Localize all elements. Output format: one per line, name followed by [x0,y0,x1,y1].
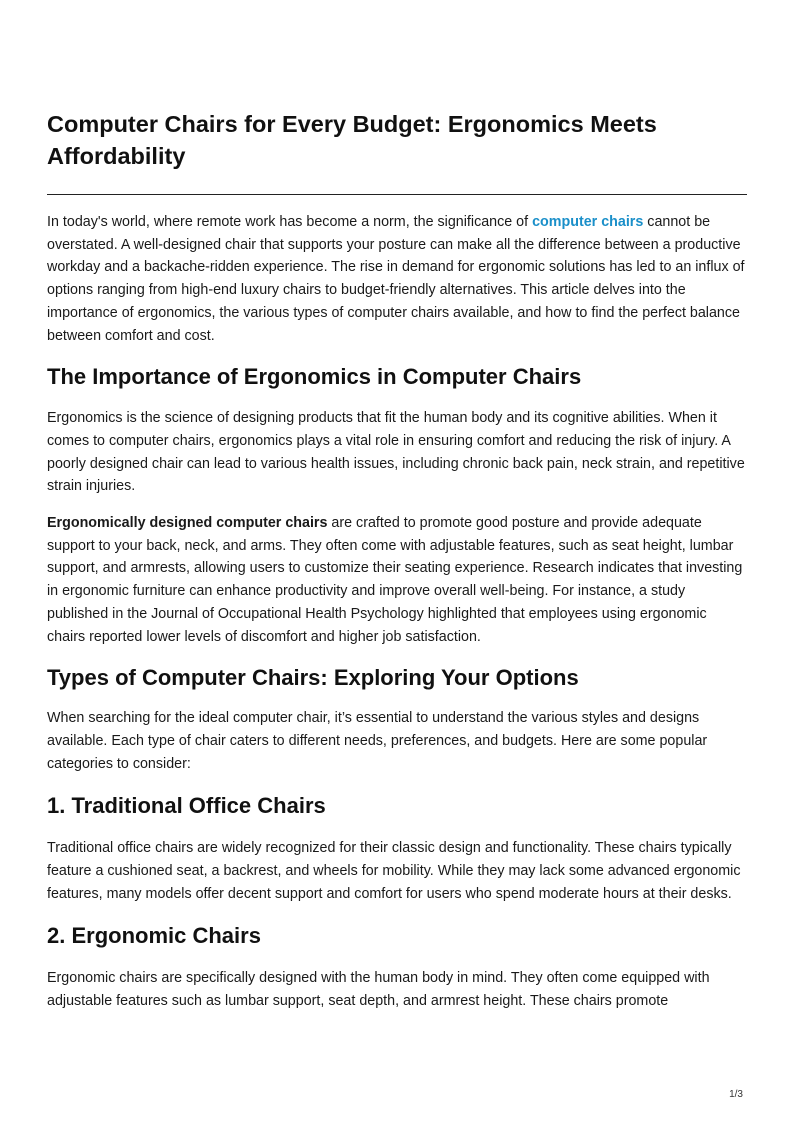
intro-paragraph [47,211,747,347]
heading-traditional-office-chairs: 1. Traditional Office Chairs [47,793,326,819]
importance-paragraph-1: Ergonomics is the science of designing products that fit the human body and its cognitive abilities. When it comes to computer chairs, ergonomics plays a vital role in ensuring comfort and reducing the risk of injury. A poorly designed chair can lead to various health issues, including chronic back pain, neck strain, and repetitive strain injuries. [47,410,745,495]
heading-ergonomic-chairs: 2. Ergonomic Chairs [47,923,261,949]
computer-chairs-link[interactable]: computer chairs [532,214,644,230]
traditional-paragraph: Traditional office chairs are widely recognized for their classic design and functionality. These chairs typically feature a cushioned seat, a backrest, and wheels for mobility. While they may lack some advanced ergonomic features, many models offer decent support and comfort for users who spend moderate hours at their desks. [47,840,741,902]
page-number: 1/3 [729,1089,743,1100]
types-paragraph: When searching for the ideal computer chair, it’s essential to understand the various styles and designs available. Each type of chair caters to different needs, preferences, and budgets. Here are some popular categories to consider: [47,710,708,772]
document-page [47,108,747,1013]
importance-bold-phrase: Ergonomically designed computer chairs [47,515,328,532]
article-title: Computer Chairs for Every Budget: Ergonomics Meets Affordability [47,111,657,169]
intro-text-after-link: cannot be overstated. A well-designed chair that supports your posture can make all the difference between a productive workday and a backache-ridden experience. The rise in demand for ergonomic solutions has led to an influx of options ranging from high-end luxury chairs to budget-friendly alternatives. This article delves into the importance of ergonomics, the various types of computer chairs available, and how to find the perfect balance between comfort and cost. [47,214,745,344]
importance-paragraph-2-text: are crafted to promote good posture and provide adequate support to your back, neck, and arms. They often come with adjustable features, such as seat height, lumbar support, and armrests, allowing users to customize their seating experience. Research indicates that investing in ergonomic furniture can enhance productivity and improve overall well-being. For instance, a study published in the Journal of Occupational Health Psychology highlighted that employees using ergonomic chairs reported lower levels of discomfort and higher job satisfaction. [47,515,743,645]
title-divider [47,194,747,195]
importance-paragraph-2 [47,512,747,648]
intro-text-before-link: In today's world, where remote work has become a norm, the significance of [47,214,533,230]
ergonomic-paragraph: Ergonomic chairs are specifically designed with the human body in mind. They often come equipped with adjustable features such as lumbar support, seat depth, and armrest height. These chairs promote [47,970,710,1010]
heading-types: Types of Computer Chairs: Exploring Your Options [47,665,579,691]
heading-importance: The Importance of Ergonomics in Computer Chairs [47,364,582,390]
